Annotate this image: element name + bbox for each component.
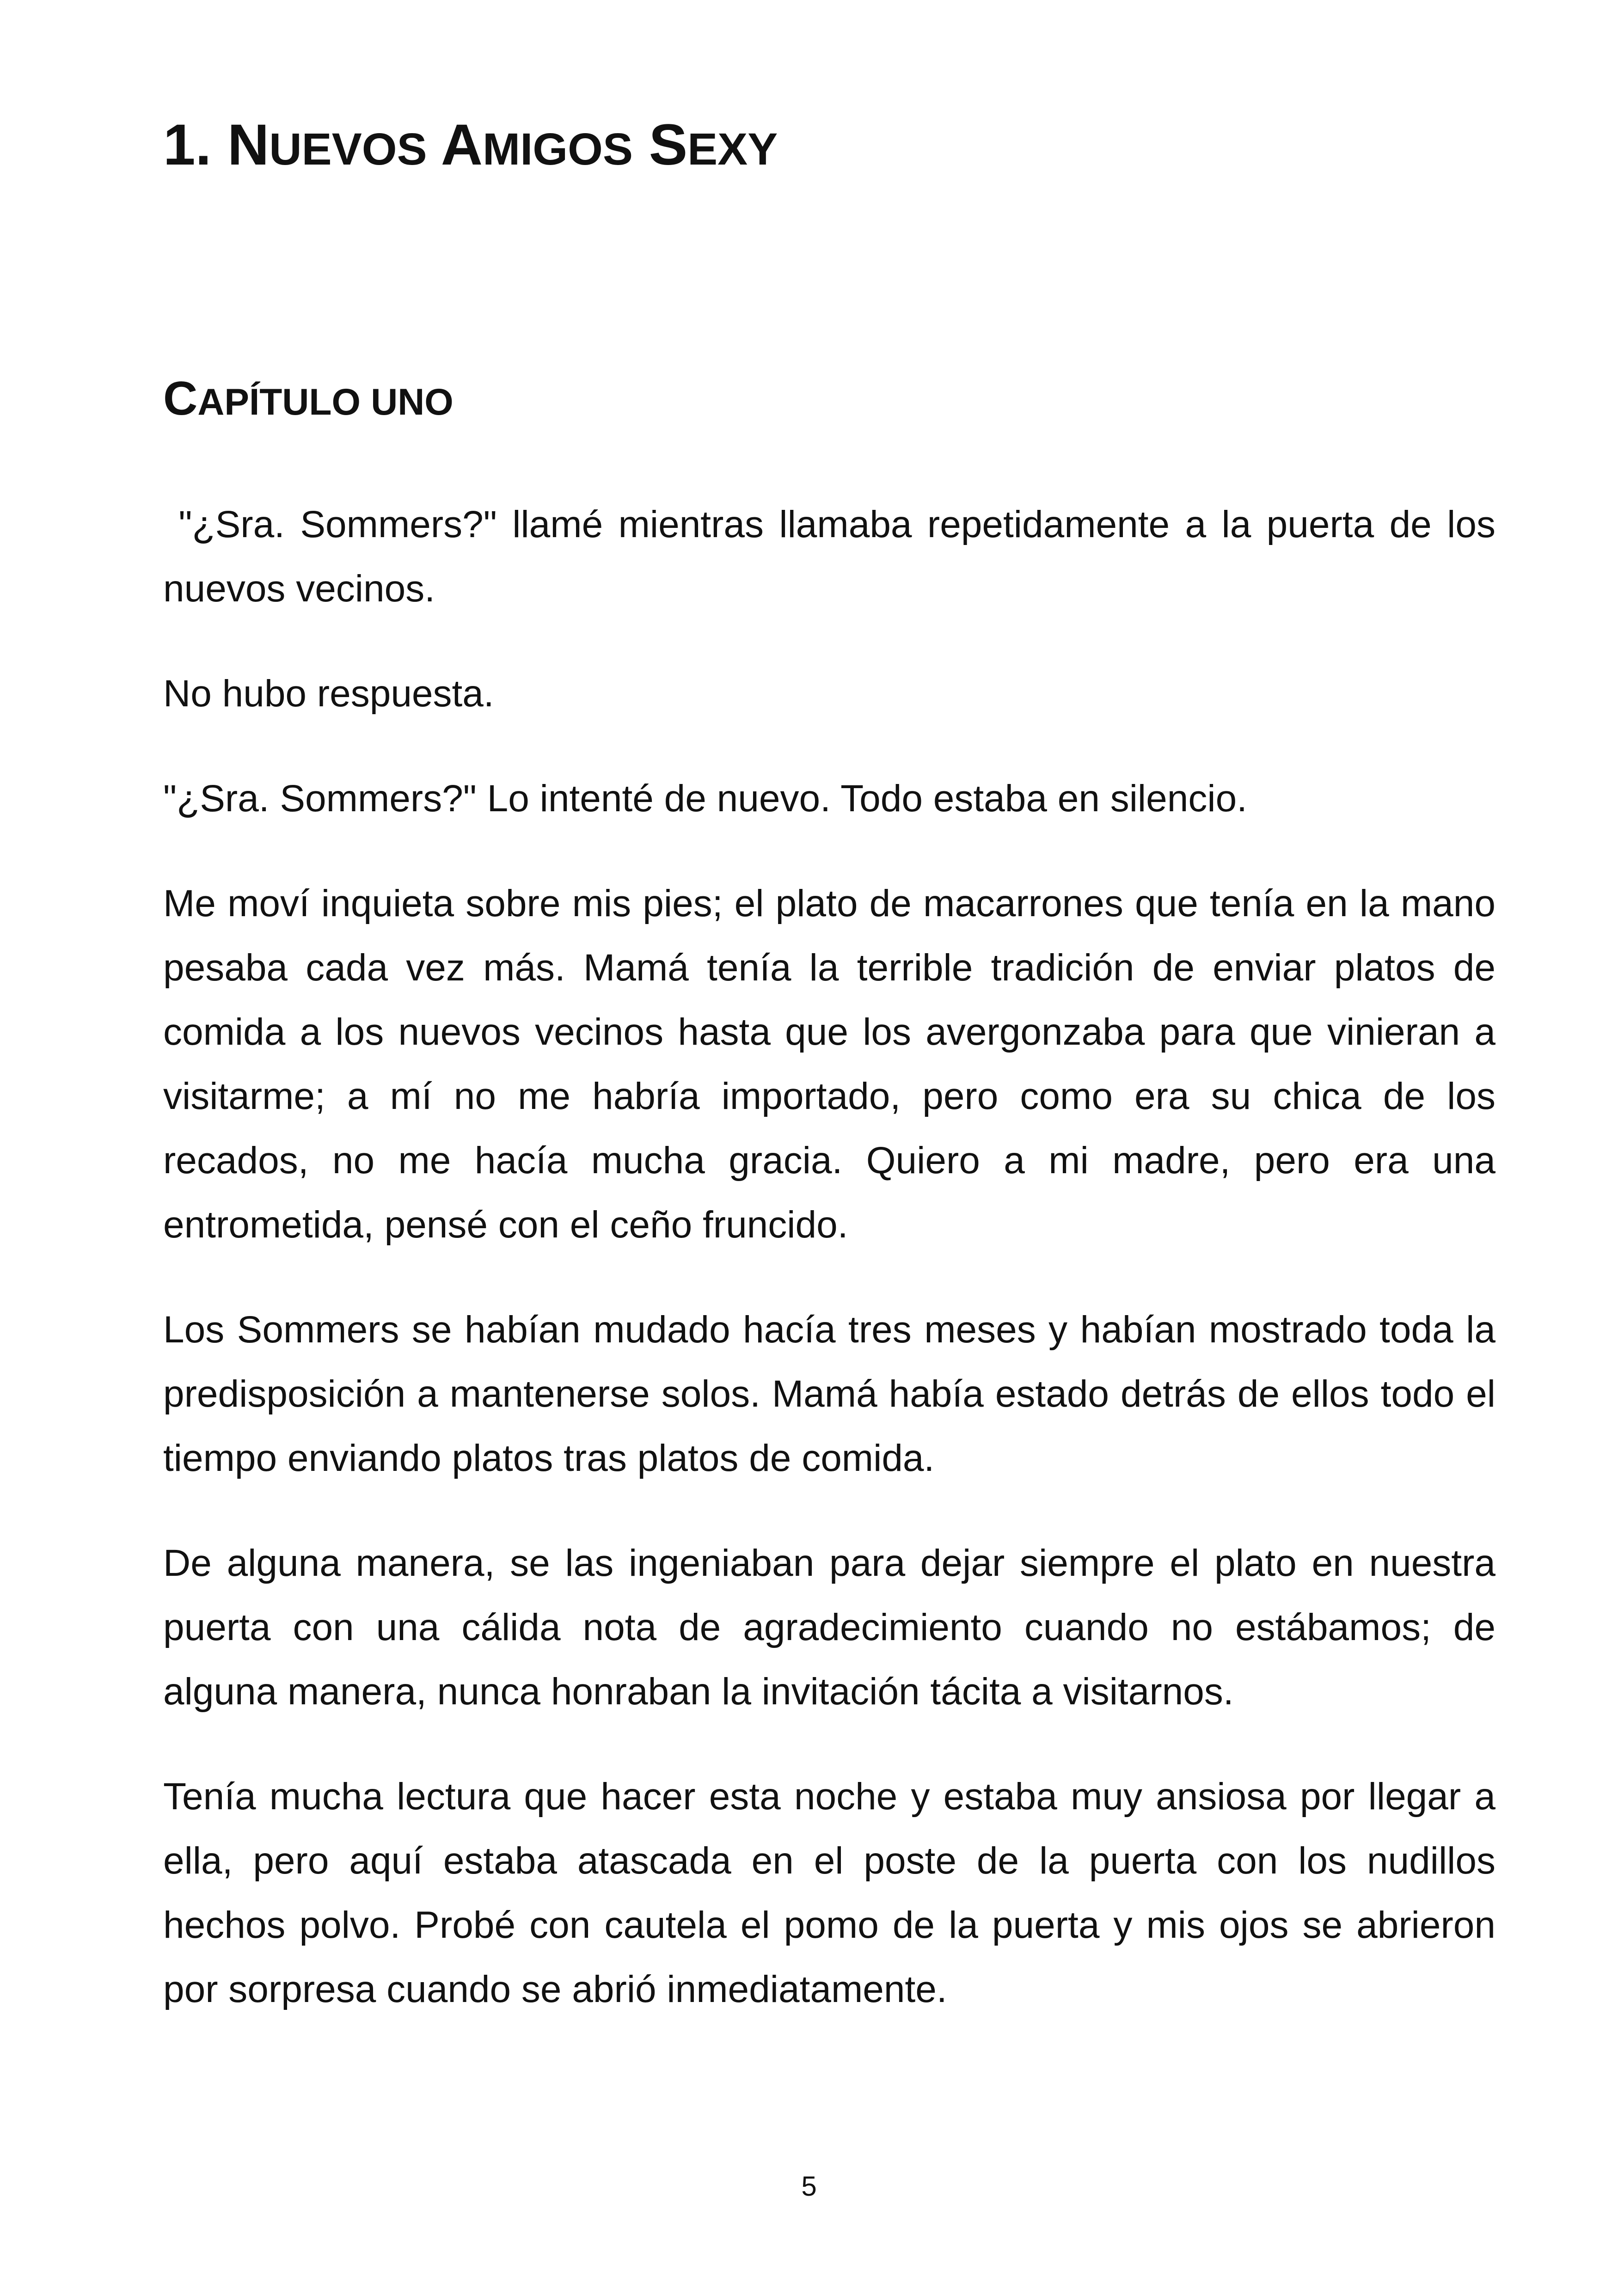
book-title-word-1-initial: N bbox=[227, 113, 270, 177]
paragraph-5: Los Sommers se habían mudado hacía tres meses y habían mostrado toda la predisposición a mantenerse solos. Mamá había estado detrás de ellos todo el tiempo enviando platos tras platos de comida. bbox=[163, 1309, 1495, 1479]
paragraph-7: Tenía mucha lectura que hacer esta noche y estaba muy ansiosa por llegar a ella, pero aquí estaba atascada en el poste de la puerta con los nudillos hechos polvo. Probé con cautela el pomo de la puerta y mis ojos se abrieron por sorpresa cuando se abrió inmediatamente. bbox=[163, 1776, 1495, 2010]
chapter-title-initial: C bbox=[163, 372, 198, 425]
paragraph-3: "¿Sra. Sommers?" Lo intenté de nuevo. Todo estaba en silencio. bbox=[163, 778, 1247, 820]
page-number: 5 bbox=[801, 2171, 817, 2202]
paragraph-4: Me moví inquieta sobre mis pies; el plato de macarrones que tenía en la mano pesaba cada vez más. Mamá tenía la terrible tradición de enviar platos de comida a los nuevos vecinos hasta que los avergonzaba para que vinieran a visitarme; a mí no me habría importado, pero como era su chica de los recados, no me hacía mucha gracia. Quiero a mi madre, pero era una entrometida, pensé con el ceño fruncido. bbox=[163, 882, 1495, 1246]
book-title bbox=[163, 113, 778, 177]
book-title-word-2-initial: A bbox=[441, 113, 483, 177]
paragraph-2: No hubo respuesta. bbox=[163, 673, 494, 715]
book-title-number: 1. bbox=[163, 113, 212, 177]
book-title-word-2-rest: MIGOS bbox=[483, 124, 633, 174]
chapter-title-rest: APÍTULO UNO bbox=[197, 381, 454, 423]
chapter-body bbox=[163, 492, 1506, 2062]
paragraph-1: "¿Sra. Sommers?" llamé mientras llamaba repetidamente a la puerta de los nuevos vecinos. bbox=[163, 503, 1506, 610]
chapter-title bbox=[163, 372, 454, 424]
book-title-word-3-initial: S bbox=[649, 113, 688, 177]
book-title-word-3-rest: EXY bbox=[687, 124, 778, 174]
book-title-word-1-rest: UEVOS bbox=[269, 124, 427, 174]
paragraph-6: De alguna manera, se las ingeniaban para dejar siempre el plato en nuestra puerta con una cálida nota de agradecimiento cuando no estábamos; de alguna manera, nunca honraban la invitación tácita a visitarnos. bbox=[163, 1542, 1495, 1713]
